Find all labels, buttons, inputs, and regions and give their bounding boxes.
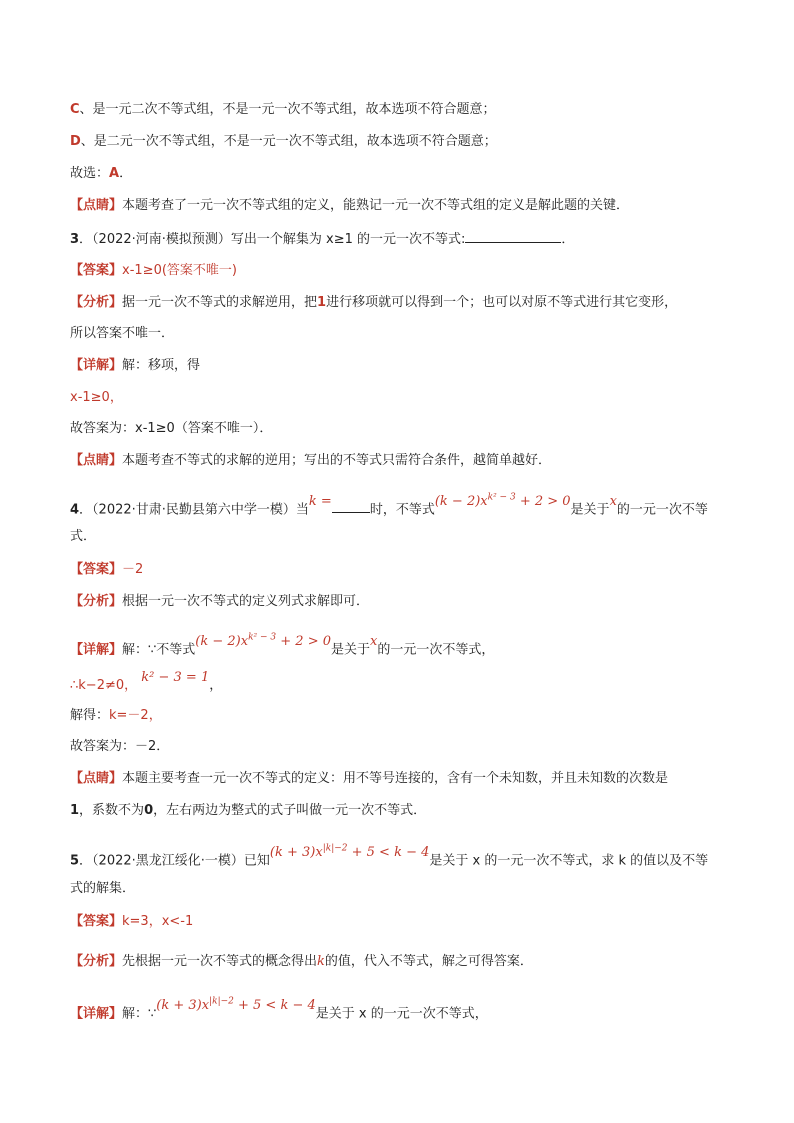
option-c-text: 、是一元二次不等式组，不是一元一次不等式组，故本选项不符合题意；	[79, 102, 496, 117]
q3-analysis-line-2	[70, 324, 730, 344]
q3-stem	[70, 228, 730, 250]
comment-line	[70, 196, 730, 216]
q3-analysis-text-2: 进行移项就可以得到一个；也可以对原不等式进行其它变形，	[326, 295, 678, 310]
q3-comment-text: 本题考查不等式的求解的逆用；写出的不等式只需符合条件，越简单越好．	[122, 453, 552, 468]
q4-comment-line	[70, 769, 730, 789]
q4-comment-text-1: 本题主要考查一元一次不等式的定义：用不等号连接的，含有一个未知数，并且未知数的次数是	[122, 771, 669, 786]
q5-answer-tag: 【答案】	[70, 914, 123, 929]
q4-analysis-tag: 【分析】	[70, 594, 123, 609]
q4-condition-1: ∴k−2≠0，	[70, 678, 138, 693]
q4-stem-4: 的一元一次不等	[616, 502, 708, 518]
q4-var-x: x	[609, 494, 617, 510]
q5-analysis-line	[70, 952, 730, 972]
q5-ineq-rest: + 5 < k − 4	[347, 845, 430, 861]
option-d-line	[70, 132, 730, 152]
q4-ineq-rest: + 2 > 0	[515, 494, 571, 510]
q4-comment-text-3: ，左右两边为整式的式子叫做一元一次不等式．	[153, 803, 427, 818]
q3-detail-text-2: x-1≥0，	[70, 390, 123, 405]
q5-analysis-tag: 【分析】	[70, 954, 123, 969]
q4-stem-line-2	[70, 527, 730, 547]
q4-solve-value: k=－2，	[109, 708, 162, 723]
q3-analysis-text-1: 据一元一次不等式的求解逆用，把	[122, 295, 318, 310]
q4-detail-line	[70, 633, 730, 660]
q5-answer-line	[70, 912, 730, 932]
q4-comment-text-2: ，系数不为	[79, 803, 145, 818]
q4-stem-1: 当	[295, 502, 309, 518]
q5-ineq-base: (k + 3)x	[269, 845, 323, 861]
q4-answer-blank	[332, 498, 370, 513]
q3-detail-tag: 【详解】	[70, 358, 123, 373]
q4-detail-ineq-rest: + 2 > 0	[276, 634, 331, 650]
choice-value: A	[109, 166, 120, 181]
q4-stem-2: 时，不等式	[369, 502, 435, 518]
q4-comment-num-1: 1	[70, 803, 80, 818]
q4-ineq-base: (k − 2)x	[434, 494, 488, 510]
q3-detail-text-3: 故答案为：x-1≥0（答案不唯一）．	[70, 421, 273, 436]
q3-detail-text-1: 解：移项，得	[122, 358, 201, 373]
q4-source: ．（2022·甘肃·民勤县第六中学一模）	[79, 502, 296, 518]
q5-source: ．（2022·黑龙江绥化·一模）	[79, 853, 244, 869]
q3-source: ．（2022·河南·模拟预测）	[79, 232, 231, 247]
comment-text: 本题考查了一元一次不等式组的定义，能熟记一元一次不等式组的定义是解此题的关键．	[122, 198, 630, 213]
q5-detail-inequality	[156, 998, 315, 1013]
q3-tail: ．	[561, 232, 575, 247]
q3-answer-line	[70, 261, 730, 281]
q5-ineq-exponent: |k|−2	[322, 844, 348, 854]
q4-analysis-text: 根据一元一次不等式的定义列式求解即可．	[122, 594, 370, 609]
q3-answer-blank	[465, 228, 561, 243]
q4-number: 4	[70, 502, 80, 518]
q5-detail-ineq-exponent: |k|−2	[209, 997, 234, 1007]
q4-detail-ineq-exponent: k² − 3	[248, 633, 277, 643]
option-d-text: 、是二元一次不等式组，不是一元一次不等式组，故本选项不符合题意；	[80, 134, 497, 149]
q5-stem	[70, 844, 730, 871]
q5-analysis-k: k	[317, 954, 325, 969]
q4-detail-text-3: 的一元一次不等式，	[377, 642, 495, 658]
q4-k-equals: k =	[308, 494, 332, 510]
q4-comment-line-2	[70, 801, 730, 821]
q4-inequality	[435, 494, 571, 509]
q3-number: 3	[70, 232, 80, 247]
q4-condition-line	[70, 670, 730, 696]
q4-answer-tag: 【答案】	[70, 562, 123, 577]
q4-solve-label: 解得：	[70, 708, 110, 723]
q5-analysis-text-2: 的值，代入不等式，解之可得答案．	[324, 954, 533, 969]
q4-stem-5: 式．	[70, 529, 97, 544]
q3-comment-tag: 【点睛】	[70, 453, 123, 468]
q4-stem-3: 是关于	[570, 502, 610, 518]
q5-detail-line	[70, 997, 730, 1024]
q5-answer: k=3，x<-1	[122, 914, 194, 929]
q5-stem-line-2	[70, 879, 730, 899]
q3-detail-line	[70, 356, 730, 376]
q3-stem-text: 写出一个解集为 x≥1 的一元一次不等式:	[230, 232, 466, 247]
q5-stem-3: 式的解集．	[70, 881, 136, 896]
q4-ineq-exponent: k² − 3	[487, 493, 516, 503]
q3-analysis-num: 1	[317, 295, 327, 310]
q4-detail-ineq-base: (k − 2)x	[195, 634, 249, 650]
q4-condition-2: k² − 3 = 1	[141, 670, 210, 685]
q5-detail-text-2: 是关于 x 的一元一次不等式，	[315, 1006, 488, 1022]
option-c-label: C	[70, 102, 80, 117]
q5-analysis-text-1: 先根据一元一次不等式的概念得出	[122, 954, 318, 969]
choice-label: 故选：	[70, 166, 110, 181]
q4-detail-text-1: 解：∵不等式	[122, 642, 196, 658]
q5-stem-1: 已知	[243, 853, 270, 869]
q3-answer: x-1≥0(答案不唯一)	[122, 263, 237, 278]
q4-stem	[70, 493, 730, 520]
q4-detail-tag: 【详解】	[70, 642, 123, 658]
q4-answer: －2	[122, 562, 144, 577]
comment-tag: 【点睛】	[70, 198, 123, 213]
q5-detail-text-1: 解：∵	[122, 1006, 157, 1022]
q4-comment-tag: 【点睛】	[70, 771, 123, 786]
q3-analysis-tag: 【分析】	[70, 295, 123, 310]
q3-answer-tag: 【答案】	[70, 263, 123, 278]
q5-detail-tag: 【详解】	[70, 1006, 123, 1022]
q5-inequality	[270, 845, 429, 860]
q3-analysis-text-3: 所以答案不唯一．	[70, 326, 175, 341]
q4-solve-line	[70, 706, 730, 726]
q4-detail-text-2: 是关于	[331, 642, 371, 658]
q4-final-answer: 故答案为：－2．	[70, 739, 170, 754]
q5-stem-2: 是关于 x 的一元一次不等式，求 k 的值以及不等	[429, 853, 709, 869]
q5-detail-ineq-base: (k + 3)x	[156, 998, 210, 1014]
option-d-label: D	[70, 134, 81, 149]
q4-comment-num-0: 0	[144, 803, 154, 818]
q4-detail-inequality	[195, 634, 331, 649]
q3-detail-line-2	[70, 388, 730, 408]
q4-analysis-line	[70, 592, 730, 612]
q3-analysis-line	[70, 293, 730, 313]
q3-detail-line-3	[70, 419, 730, 439]
choice-tail: ．	[119, 166, 133, 181]
option-c-line	[70, 100, 730, 120]
q4-condition-sep: ，	[209, 678, 223, 693]
q4-detail-var-x: x	[370, 634, 378, 650]
q4-answer-line	[70, 560, 730, 580]
q3-comment-line	[70, 451, 730, 471]
q5-number: 5	[70, 853, 80, 869]
q5-detail-ineq-rest: + 5 < k − 4	[233, 998, 316, 1014]
q4-final-line	[70, 737, 730, 757]
choice-line	[70, 164, 730, 184]
